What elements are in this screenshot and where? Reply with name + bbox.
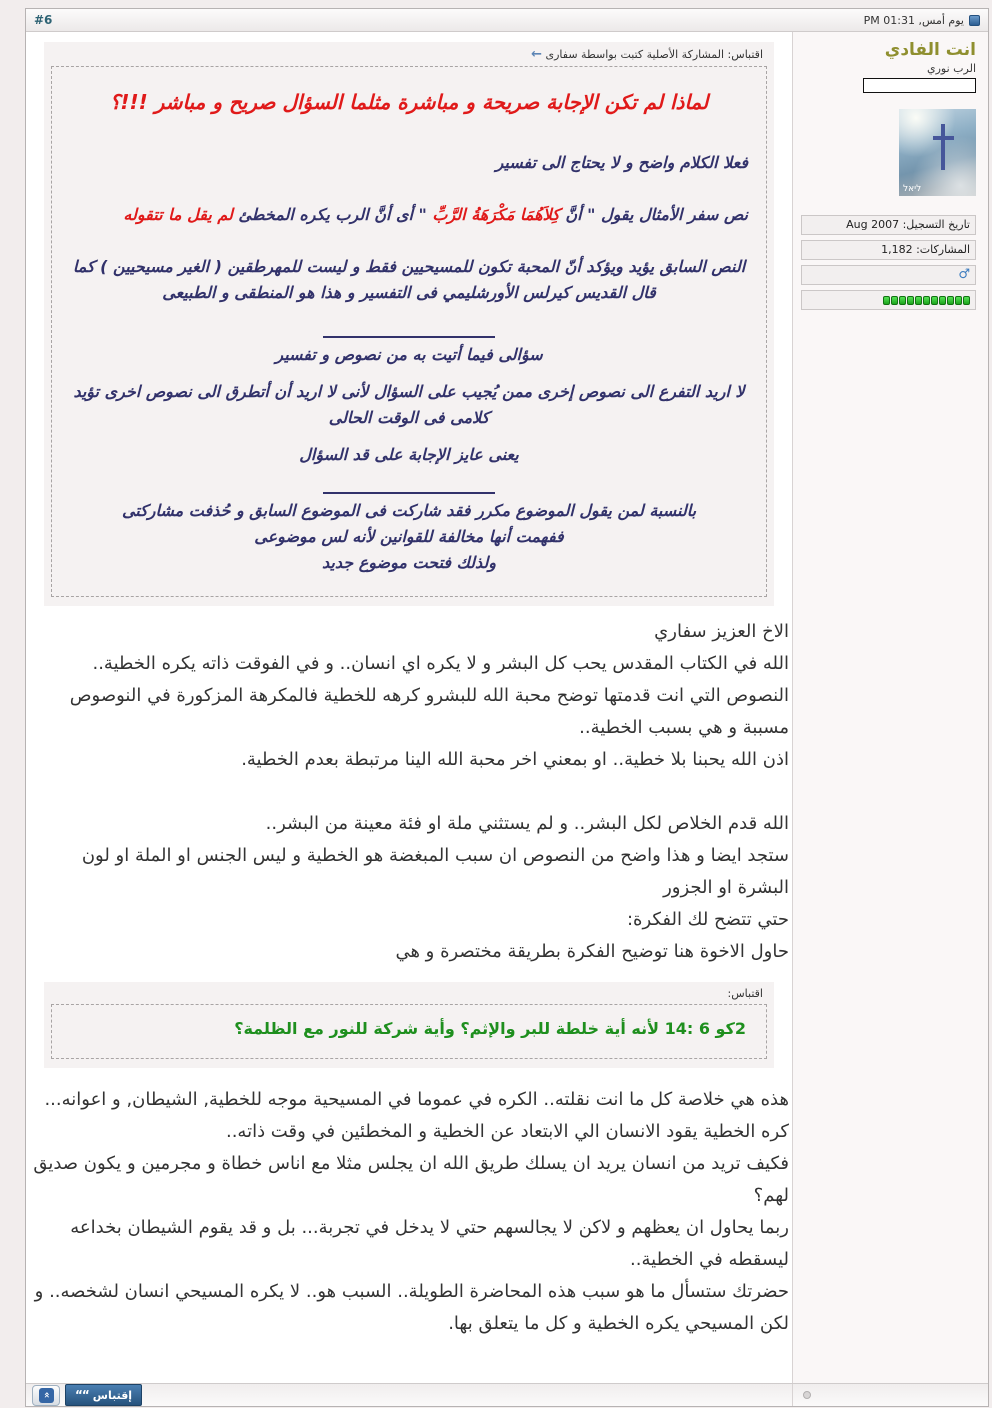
reputation-bar	[801, 290, 976, 310]
cross-icon	[933, 136, 954, 140]
quote-paragraph: فعلا الكلام واضح و لا يحتاج الى تفسير	[495, 153, 748, 172]
post-text-line: الاخ العزيز سفاري	[654, 621, 789, 642]
post-text-line: الله قدم الخلاص لكل البشر.. و لم يستثني ملة او فئة معينة من البشر..	[265, 813, 789, 834]
post-text-line: حضرتك ستسأل ما هو سبب هذه المحاضرة الطويلة.. السبب هو.. لا يكره المسيحي انسان لشخصه.. و لكن المسيحي يكره الخطية و كل ما يتعلق بها.	[34, 1281, 789, 1334]
post-text-line: كره الخطية يقود الانسان الي الابتعاد عن الخطية و المخطئين في وقت ذاته..	[225, 1121, 789, 1142]
quote-title: لماذا لم تكن الإجابة صريحة و مباشرة مثلما السؤال صريح و مباشر !!!؟	[109, 90, 709, 114]
report-post-icon[interactable]	[803, 1391, 811, 1399]
multiquote-icon: »	[39, 1388, 54, 1403]
quote-body	[51, 66, 767, 597]
quote-divider	[323, 492, 495, 494]
quote-header-text: اقتباس: المشاركة الأصلية كتبت بواسطة سفارى	[545, 48, 763, 61]
quote-paragraph: بالنسبة لمن يقول الموضوع مكرر فقد شاركت فى الموضوع السابق و حُذفت مشاركتى	[121, 501, 697, 520]
reputation-dot	[923, 296, 930, 305]
quote-paragraph: سؤالى فيما أتيت به من نصوص و تفسير	[275, 345, 543, 364]
reputation-dot	[955, 296, 962, 305]
quote-paragraph: النص السابق يؤيد ويؤكد أنّ المحبة تكون للمسيحيين فقط و ليست للمهرطقين ( الغير مسيحيين ) كما قال القديس كيرلس الأورشليمي فى التفسير و هذا هو المنطقى و الطبيعى	[72, 257, 746, 302]
quoted-verse-box	[44, 982, 774, 1068]
quote-paragraph: لا اريد التفرع الى نصوص إخرى ممن يُجيب على السؤال لأنى لا اريد أن أتطرق الى نصوص اخرى تؤيد كلامى فى الوقت الحالى	[73, 382, 745, 427]
post-number-link[interactable]: #6	[34, 13, 53, 27]
reputation-dot	[963, 296, 970, 305]
quote-paragraph	[70, 202, 748, 228]
quote-header	[51, 44, 767, 66]
registration-date-row: تاريخ التسجيل: Aug 2007	[801, 215, 976, 235]
post-footer-bar	[26, 1383, 988, 1406]
post-text-line	[29, 776, 789, 808]
quote-text: نص سفر الأمثال يقول " أنَّ	[559, 205, 748, 224]
user-title: الرب نوري	[927, 62, 976, 75]
reputation-dot	[899, 296, 906, 305]
bible-verse-text: 2كو 6 :14 لأنه أية خلطة للبر والإثم؟ وأية شركة للنور مع الظلمة؟	[234, 1019, 746, 1038]
reputation-dot	[947, 296, 954, 305]
cross-icon	[941, 124, 945, 170]
quoted-post-box	[44, 42, 774, 606]
quote-divider	[323, 336, 495, 338]
user-info-panel	[792, 32, 988, 1383]
reputation-dot	[907, 296, 914, 305]
quote-paragraph: ولذلك فتحت موضوع جديد	[322, 553, 496, 572]
post-text-line: ستجد ايضا و هذا واضح من النصوص ان سبب المبغضة هو الخطية و ليس الجنس او الملة او لون البشرة او الجزور	[81, 845, 789, 898]
post-content	[26, 32, 792, 1383]
post-text-line: ربما يحاول ان يعظهم و لاكن لا يجالسهم حتي لا يدخل في تجربة... بل و قد يقوم الشيطان بخداعه ليسقطه في الخطية..	[70, 1217, 789, 1270]
quote-text-red: كِلاَهُمَا مَكْرَهَةُ الرَّبِّ	[432, 205, 560, 224]
quote-body	[51, 1004, 767, 1059]
post-text-line: النصوص التي انت قدمتها توضح محبة الله للبشرو كرهه للخطية فالمكرهة المزكورة في النوصوص مسببة و هي بسبب الخطية..	[69, 685, 789, 738]
reputation-dot	[915, 296, 922, 305]
username-link[interactable]: انت الفادي	[884, 40, 976, 60]
post-text-line: اذن الله يحبنا بلا خطية.. او بمعني اخر محبة الله الينا مرتبطة بعدم الخطية.	[241, 749, 789, 770]
male-gender-icon: ♂	[958, 267, 970, 282]
post-text-line: فكيف تريد من انسان يريد ان يسلك طريق الله ان يجلس مثلا مع اناس خطاة و مجرمين و يكون صديق لهم؟	[33, 1153, 789, 1206]
reputation-dot	[891, 296, 898, 305]
quote-marks-icon: ““	[75, 1388, 89, 1402]
avatar-caption: ליאל	[903, 184, 922, 194]
gender-row	[801, 265, 976, 285]
user-avatar[interactable]	[899, 109, 976, 196]
reputation-dot	[883, 296, 890, 305]
post-main-row	[26, 32, 988, 1383]
reputation-dot	[939, 296, 946, 305]
post-date-text: يوم أمس, 01:31 PM	[863, 13, 964, 27]
quote-header: اقتباس:	[727, 987, 763, 1000]
quote-button-label: إقتباس	[92, 1388, 133, 1402]
quote-text: " أى أنَّ الرب يكره المخطئ	[232, 205, 433, 224]
quote-text-red: لم يقل ما تتقوله	[123, 205, 233, 224]
post-text-line: هذه هي خلاصة كل ما انت نقلته.. الكره في عموما في المسيحية موجه للخطية, الشيطان, و اعوانه...	[44, 1089, 789, 1110]
quote-paragraph: يعنى عايز الإجابة على قد السؤال	[299, 445, 519, 464]
user-rank-image-placeholder	[863, 78, 976, 93]
multiquote-button[interactable]	[32, 1385, 60, 1406]
post-count-row: المشاركات: 1,182	[801, 240, 976, 260]
post-body-text	[29, 1084, 789, 1340]
quote-paragraph: ففهمت أنها مخالفة للقوانين لأنه لس موضوعى	[254, 527, 564, 546]
quote-reply-button[interactable]	[65, 1384, 142, 1406]
view-original-post-icon[interactable]: ←	[531, 47, 542, 62]
footer-controls	[26, 1384, 792, 1406]
post-time-icon	[969, 15, 980, 26]
footer-user-cell	[792, 1384, 988, 1406]
post-body-text	[29, 616, 789, 968]
reputation-dot	[931, 296, 938, 305]
post-date	[864, 14, 980, 27]
post-container	[25, 8, 989, 1407]
post-text-line: حتي تتضح لك الفكرة:	[626, 909, 789, 930]
post-text-line: حاول الاخوة هنا توضيح الفكرة بطريقة مختصرة و هي	[395, 941, 789, 962]
post-text-line: الله في الكتاب المقدس يحب كل البشر و لا يكره اي انسان.. و في الفوقت ذاته يكره الخطية..	[92, 653, 789, 674]
post-header-bar	[26, 9, 988, 32]
